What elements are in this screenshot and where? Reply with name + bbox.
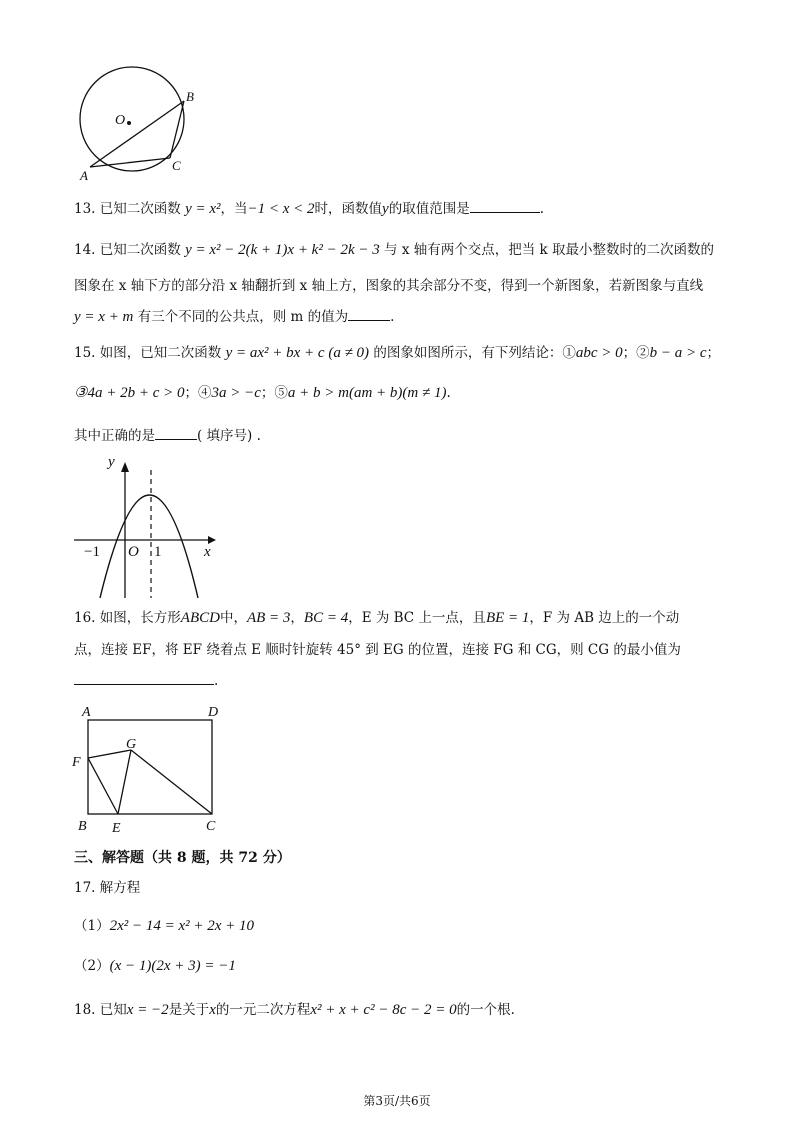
label-b: B xyxy=(186,89,194,104)
question-15-line-2 xyxy=(74,383,451,403)
q18-mid: 是关于 xyxy=(168,1002,210,1018)
q13-pre: 已知二次函数 xyxy=(99,201,181,217)
q16-rect: ABCD xyxy=(180,610,220,626)
q13-expr: y = x² xyxy=(185,201,221,217)
q15-l3-pre: 其中正确的是 xyxy=(74,428,155,444)
q16-tail: . xyxy=(214,673,219,689)
q18-mid2: 的一元二次方程 xyxy=(215,1002,311,1018)
label-c: C xyxy=(172,158,181,173)
q14-l2: 图象在 x 轴下方的部分沿 x 轴翻折到 x 轴上方，图象的其余部分不变，得到一个新图象，若新图象与直线 xyxy=(74,278,704,294)
rectangle-figure xyxy=(70,700,230,840)
q15-sep2: ；② xyxy=(622,345,650,361)
q17-p1: 2x² − 14 = x² + 2x + 10 xyxy=(109,918,255,934)
q15-c1: abc > 0 xyxy=(575,345,623,361)
segment-fe xyxy=(88,758,118,814)
q13-cond: −1 < x < 2 xyxy=(247,201,315,217)
q16-be: BE = 1 xyxy=(485,610,530,626)
parabola-figure xyxy=(70,452,230,602)
q18-number: 18. xyxy=(74,1002,96,1018)
question-17-part-2 xyxy=(74,956,236,976)
question-16-line-3 xyxy=(74,670,218,691)
q18-pre: 已知 xyxy=(99,1002,127,1018)
q18-var: x xyxy=(209,1002,216,1018)
circle-figure xyxy=(66,66,206,186)
q15-c4: 3a > −c xyxy=(211,385,261,401)
q17-p2: (x − 1)(2x + 3) = −1 xyxy=(109,958,236,974)
label-a: A xyxy=(82,705,91,720)
q17-p2-label: （2） xyxy=(74,958,110,974)
y-axis-arrow xyxy=(121,462,129,472)
circle-o xyxy=(80,67,184,171)
q16-l1-end: ，F 为 AB 边上的一个动 xyxy=(529,610,680,626)
q15-l2-end: . xyxy=(446,385,451,401)
q13-mid: ，当 xyxy=(220,201,248,217)
question-15-line-3 xyxy=(74,425,261,446)
q13-tail: . xyxy=(539,201,545,217)
q18-post: 的一个根. xyxy=(456,1002,515,1018)
q14-l3-post: 有三个不同的公共点，则 m 的值为 xyxy=(137,309,349,325)
q16-l2: 点，连接 EF，将 EF 绕着点 E 顺时针旋转 45° 到 EG 的位置，连接 FG 和 CG，则 CG 的最小值为 xyxy=(74,642,681,658)
label-x: x xyxy=(204,544,211,560)
q14-l1-post: 与 x 轴有两个交点，把当 k 取最小整数时的二次函数的 xyxy=(384,242,715,258)
question-16-line-1: 16. 如图，长方形ABCD中，AB = 3，BC = 4，E 为 BC 上一点，且BE = 1，F 为 AB 边上的一个动 xyxy=(74,610,680,626)
q13-post: 时，函数值 xyxy=(314,201,383,217)
label-c: C xyxy=(206,819,216,834)
q15-l3-post: ( 填序号) . xyxy=(197,428,261,444)
q18-eq: x² + x + c² − 8c − 2 = 0 xyxy=(310,1002,457,1018)
q16-ab: AB = 3 xyxy=(246,610,291,626)
question-15-line-1 xyxy=(74,343,720,363)
q14-answer-blank xyxy=(348,306,390,321)
q13-var: y xyxy=(382,201,389,217)
page-footer: 第3页/共6页 xyxy=(363,1094,431,1108)
question-18 xyxy=(74,1000,515,1020)
q17-title: 解方程 xyxy=(99,880,141,896)
section-3-heading: 三、解答题（共 8 题，共 72 分） xyxy=(74,850,291,866)
q15-c2: b − a > c xyxy=(649,345,707,361)
q17-p1-label: （1） xyxy=(74,918,110,934)
segment-fg xyxy=(88,750,131,758)
q15-l1-expr: y = ax² + bx + c (a ≠ 0) xyxy=(225,345,370,361)
q15-end1: ； xyxy=(706,345,721,361)
q15-number: 15. xyxy=(74,345,96,361)
q15-l1-mid: 的图象如图所示，有下列结论：① xyxy=(373,345,576,361)
question-17-part-1 xyxy=(74,916,254,936)
q18-root: x = −2 xyxy=(126,1002,169,1018)
q15-sep4: ；④ xyxy=(184,385,212,401)
parabola-curve xyxy=(100,495,198,598)
q14-l3-expr: y = x + m xyxy=(74,309,134,325)
label-d: D xyxy=(208,705,219,720)
question-13 xyxy=(74,198,544,219)
question-14-line-2 xyxy=(74,276,703,296)
segment-gc xyxy=(131,750,212,814)
q15-l1-pre: 如图，已知二次函数 xyxy=(99,345,222,361)
q14-number: 14. xyxy=(74,242,96,258)
q13-number: 13. xyxy=(74,201,96,217)
label-neg1: −1 xyxy=(84,544,100,560)
label-b: B xyxy=(78,819,87,834)
q16-number: 16. xyxy=(74,610,96,626)
label-y: y xyxy=(108,454,115,470)
q16-answer-blank xyxy=(74,670,214,685)
q14-l1-expr: y = x² − 2(k + 1)x + k² − 2k − 3 xyxy=(185,242,380,258)
q15-answer-blank xyxy=(155,425,197,440)
label-one: 1 xyxy=(154,544,162,560)
q16-l1-pre: 如图，长方形 xyxy=(99,610,181,626)
question-16-line-2 xyxy=(74,640,681,660)
q16-l1-rest: ，E 为 BC 上一点，且 xyxy=(348,610,486,626)
center-dot xyxy=(127,121,131,125)
label-a: A xyxy=(80,168,88,183)
segment-eg xyxy=(118,750,131,814)
q14-tail: . xyxy=(390,309,395,325)
label-o: O xyxy=(115,113,126,128)
q14-l1-pre: 已知二次函数 xyxy=(99,242,181,258)
q16-l1-mid: 中， xyxy=(219,610,247,626)
q15-sep5: ；⑤ xyxy=(260,385,288,401)
question-17 xyxy=(74,878,140,898)
q13-end: 的取值范围是 xyxy=(388,201,470,217)
question-14-line-3 xyxy=(74,306,394,327)
q15-c5: a + b > m(am + b)(m ≠ 1) xyxy=(287,385,447,401)
question-14-line-1 xyxy=(74,240,714,260)
label-e: E xyxy=(112,821,121,836)
q15-c3: ③4a + 2b + c > 0 xyxy=(74,385,185,401)
label-origin: O xyxy=(128,544,139,560)
q13-answer-blank xyxy=(470,198,540,213)
label-g: G xyxy=(126,737,137,752)
q17-number: 17. xyxy=(74,880,96,896)
q16-bc: BC = 4 xyxy=(303,610,349,626)
x-axis-arrow xyxy=(208,536,216,544)
label-f: F xyxy=(72,755,81,770)
